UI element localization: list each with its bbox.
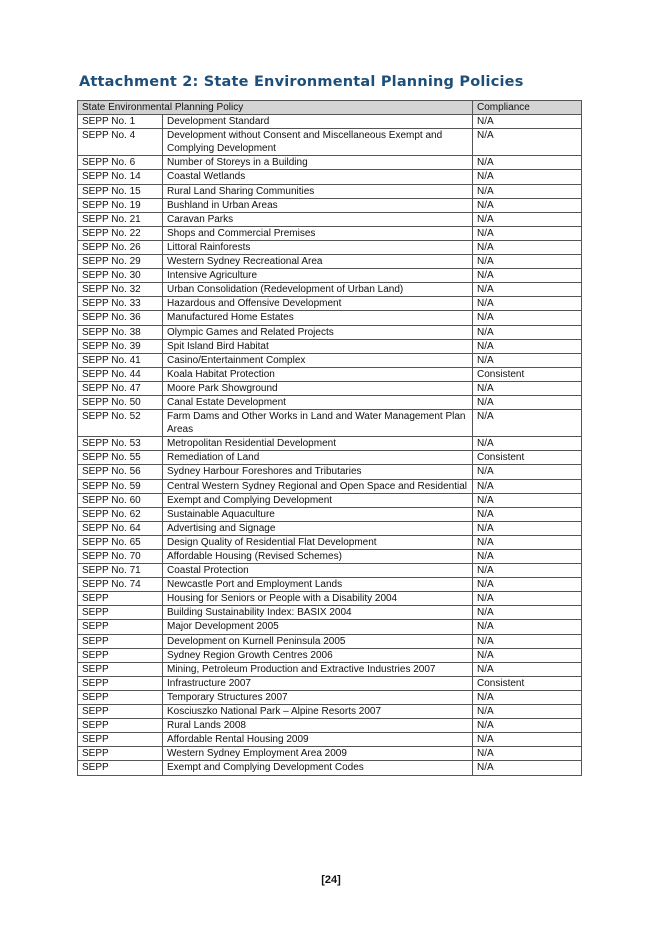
policy-number-cell: SEPP No. 32 [78,283,163,297]
policy-name-cell: Infrastructure 2007 [163,676,473,690]
policy-number-cell: SEPP [78,662,163,676]
policy-number-cell: SEPP [78,592,163,606]
policy-name-cell: Rural Lands 2008 [163,719,473,733]
policy-name-cell: Major Development 2005 [163,620,473,634]
policy-number-cell: SEPP No. 44 [78,367,163,381]
compliance-cell: N/A [473,465,582,479]
compliance-cell: N/A [473,564,582,578]
policy-number-cell: SEPP No. 74 [78,578,163,592]
policy-name-cell: Affordable Housing (Revised Schemes) [163,550,473,564]
table-row [78,410,582,437]
compliance-cell: N/A [473,705,582,719]
table-row [78,747,582,761]
table-row [78,255,582,269]
policy-name-cell: Temporary Structures 2007 [163,690,473,704]
compliance-cell: N/A [473,156,582,170]
table-row [78,437,582,451]
policy-number-cell: SEPP No. 59 [78,479,163,493]
policy-number-cell: SEPP [78,676,163,690]
compliance-cell: N/A [473,311,582,325]
policy-name-cell: Coastal Protection [163,564,473,578]
policy-number-cell: SEPP [78,705,163,719]
policy-number-cell: SEPP No. 38 [78,325,163,339]
compliance-cell: N/A [473,170,582,184]
table-row [78,156,582,170]
policy-name-cell: Intensive Agriculture [163,269,473,283]
page-title: Attachment 2: State Environmental Planning Policies [79,74,524,90]
table-row [78,733,582,747]
compliance-cell: N/A [473,198,582,212]
policy-number-cell: SEPP No. 60 [78,493,163,507]
compliance-cell: N/A [473,240,582,254]
table-row [78,367,582,381]
table-row [78,353,582,367]
compliance-cell: N/A [473,255,582,269]
policy-number-cell: SEPP [78,620,163,634]
table-row [78,521,582,535]
policy-number-cell: SEPP [78,606,163,620]
table-body [78,115,582,775]
table-row [78,676,582,690]
table-row [78,339,582,353]
policy-name-cell: Bushland in Urban Areas [163,198,473,212]
policy-number-cell: SEPP No. 41 [78,353,163,367]
policy-number-cell: SEPP No. 71 [78,564,163,578]
compliance-cell: Consistent [473,451,582,465]
table-row [78,129,582,156]
policy-number-cell: SEPP No. 55 [78,451,163,465]
policy-number-cell: SEPP No. 47 [78,381,163,395]
table-row [78,115,582,129]
compliance-cell: N/A [473,479,582,493]
policy-name-cell: Building Sustainability Index: BASIX 2004 [163,606,473,620]
compliance-cell: N/A [473,325,582,339]
compliance-cell: N/A [473,535,582,549]
policy-name-cell: Housing for Seniors or People with a Disability 2004 [163,592,473,606]
policy-name-cell: Shops and Commercial Premises [163,226,473,240]
compliance-cell: Consistent [473,676,582,690]
policy-number-cell: SEPP No. 14 [78,170,163,184]
compliance-cell: N/A [473,353,582,367]
compliance-cell: Consistent [473,367,582,381]
policy-number-cell: SEPP [78,719,163,733]
policy-name-cell: Sustainable Aquaculture [163,507,473,521]
sepp-table [77,100,582,776]
policy-number-cell: SEPP No. 56 [78,465,163,479]
policy-number-cell: SEPP No. 50 [78,395,163,409]
policy-name-cell: Number of Storeys in a Building [163,156,473,170]
table-row [78,564,582,578]
policy-number-cell: SEPP No. 33 [78,297,163,311]
table-row [78,451,582,465]
table-row [78,592,582,606]
policy-number-cell: SEPP [78,648,163,662]
compliance-cell: N/A [473,395,582,409]
table-row [78,507,582,521]
table-row [78,395,582,409]
policy-number-cell: SEPP No. 36 [78,311,163,325]
policy-number-cell: SEPP No. 70 [78,550,163,564]
column-header-policy: State Environmental Planning Policy [78,101,473,115]
policy-name-cell: Remediation of Land [163,451,473,465]
policy-name-cell: Newcastle Port and Employment Lands [163,578,473,592]
policy-name-cell: Littoral Rainforests [163,240,473,254]
compliance-cell: N/A [473,648,582,662]
table-row [78,170,582,184]
compliance-cell: N/A [473,212,582,226]
policy-name-cell: Mining, Petroleum Production and Extractive Industries 2007 [163,662,473,676]
table-row [78,690,582,704]
table-row [78,648,582,662]
compliance-cell: N/A [473,733,582,747]
policy-name-cell: Moore Park Showground [163,381,473,395]
policy-name-cell: Advertising and Signage [163,521,473,535]
policy-name-cell: Caravan Parks [163,212,473,226]
policy-number-cell: SEPP No. 65 [78,535,163,549]
policy-name-cell: Sydney Harbour Foreshores and Tributaries [163,465,473,479]
compliance-cell: N/A [473,747,582,761]
policy-name-cell: Development Standard [163,115,473,129]
column-header-compliance: Compliance [473,101,582,115]
compliance-cell: N/A [473,437,582,451]
table-row [78,479,582,493]
table-row [78,634,582,648]
policy-name-cell: Exempt and Complying Development Codes [163,761,473,775]
policy-number-cell: SEPP [78,690,163,704]
policy-name-cell: Casino/Entertainment Complex [163,353,473,367]
policy-number-cell: SEPP No. 4 [78,129,163,156]
compliance-cell: N/A [473,662,582,676]
compliance-cell: N/A [473,690,582,704]
compliance-cell: N/A [473,226,582,240]
policy-name-cell: Hazardous and Offensive Development [163,297,473,311]
table-row [78,283,582,297]
compliance-cell: N/A [473,269,582,283]
policy-name-cell: Development without Consent and Miscellaneous Exempt and Complying Development [163,129,473,156]
table-row [78,297,582,311]
table-row [78,311,582,325]
policy-name-cell: Manufactured Home Estates [163,311,473,325]
policy-name-cell: Coastal Wetlands [163,170,473,184]
policy-name-cell: Development on Kurnell Peninsula 2005 [163,634,473,648]
table-row [78,550,582,564]
table-row [78,184,582,198]
table-header-row [78,101,582,115]
policy-number-cell: SEPP No. 22 [78,226,163,240]
table-row [78,212,582,226]
policy-number-cell: SEPP No. 19 [78,198,163,212]
policy-name-cell: Spit Island Bird Habitat [163,339,473,353]
policy-name-cell: Urban Consolidation (Redevelopment of Urban Land) [163,283,473,297]
compliance-cell: N/A [473,761,582,775]
table-row [78,719,582,733]
table-row [78,381,582,395]
compliance-cell: N/A [473,184,582,198]
compliance-cell: N/A [473,578,582,592]
policy-number-cell: SEPP [78,634,163,648]
policy-name-cell: Central Western Sydney Regional and Open Space and Residential [163,479,473,493]
table-row [78,325,582,339]
compliance-cell: N/A [473,606,582,620]
table-row [78,535,582,549]
table-row [78,493,582,507]
compliance-cell: N/A [473,592,582,606]
policy-number-cell: SEPP No. 1 [78,115,163,129]
policy-name-cell: Kosciuszko National Park – Alpine Resorts 2007 [163,705,473,719]
compliance-cell: N/A [473,339,582,353]
policy-number-cell: SEPP [78,761,163,775]
policy-number-cell: SEPP No. 15 [78,184,163,198]
compliance-cell: N/A [473,634,582,648]
policy-name-cell: Western Sydney Recreational Area [163,255,473,269]
policy-name-cell: Metropolitan Residential Development [163,437,473,451]
policy-number-cell: SEPP No. 64 [78,521,163,535]
compliance-cell: N/A [473,283,582,297]
compliance-cell: N/A [473,493,582,507]
compliance-cell: N/A [473,297,582,311]
compliance-cell: N/A [473,719,582,733]
table-row [78,606,582,620]
policy-name-cell: Koala Habitat Protection [163,367,473,381]
policy-name-cell: Olympic Games and Related Projects [163,325,473,339]
compliance-cell: N/A [473,620,582,634]
policy-name-cell: Exempt and Complying Development [163,493,473,507]
compliance-cell: N/A [473,410,582,437]
compliance-cell: N/A [473,550,582,564]
table-row [78,662,582,676]
compliance-cell: N/A [473,129,582,156]
policy-number-cell: SEPP No. 53 [78,437,163,451]
policy-number-cell: SEPP No. 39 [78,339,163,353]
table-row [78,269,582,283]
table-row [78,198,582,212]
compliance-cell: N/A [473,381,582,395]
policy-number-cell: SEPP [78,733,163,747]
compliance-cell: N/A [473,115,582,129]
page-number: [24] [321,874,341,886]
policy-name-cell: Canal Estate Development [163,395,473,409]
table-row [78,761,582,775]
table-row [78,705,582,719]
policy-number-cell: SEPP No. 21 [78,212,163,226]
table-row [78,465,582,479]
policy-name-cell: Rural Land Sharing Communities [163,184,473,198]
policy-name-cell: Western Sydney Employment Area 2009 [163,747,473,761]
policy-name-cell: Farm Dams and Other Works in Land and Water Management Plan Areas [163,410,473,437]
policy-number-cell: SEPP No. 6 [78,156,163,170]
table-row [78,240,582,254]
policy-name-cell: Affordable Rental Housing 2009 [163,733,473,747]
table-row [78,578,582,592]
policy-number-cell: SEPP No. 62 [78,507,163,521]
policy-number-cell: SEPP No. 30 [78,269,163,283]
policy-number-cell: SEPP [78,747,163,761]
compliance-cell: N/A [473,507,582,521]
table-row [78,226,582,240]
policy-name-cell: Design Quality of Residential Flat Development [163,535,473,549]
compliance-cell: N/A [473,521,582,535]
policy-name-cell: Sydney Region Growth Centres 2006 [163,648,473,662]
policy-number-cell: SEPP No. 29 [78,255,163,269]
table-row [78,620,582,634]
policy-number-cell: SEPP No. 52 [78,410,163,437]
policy-number-cell: SEPP No. 26 [78,240,163,254]
